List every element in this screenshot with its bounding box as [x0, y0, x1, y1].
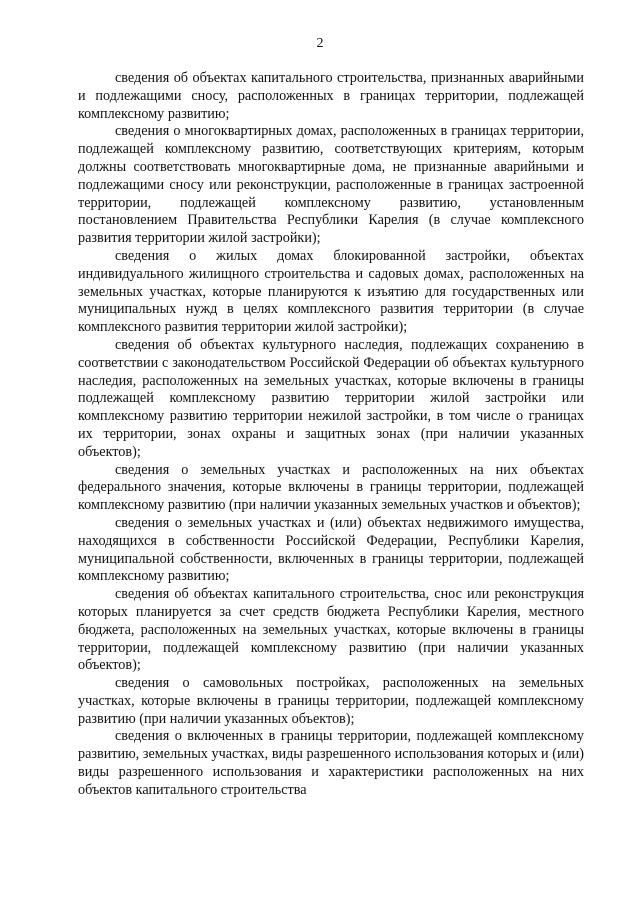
paragraph: сведения об объектах капитального строительства, снос или реконструкция которых планируется за счет средств бюджета Республики Карелия, местного бюджета, расположенных на земельных участках, которые включены в границы территории, подлежащей комплексному развитию (при наличии указанных объектов);: [78, 586, 584, 674]
paragraph: сведения об объектах капитального строительства, признанных аварийными и подлежащими сносу, расположенных в границах территории, подлежащей комплексному развитию;: [78, 70, 584, 122]
paragraph: сведения о включенных в границы территории, подлежащей комплексному развитию, земельных участках, виды разрешенного использования которых и (или) виды разрешенного использования и характеристики расположенных на них объектов капитального строительства: [78, 728, 584, 798]
document-body: [78, 70, 584, 800]
paragraph: сведения об объектах культурного наследия, подлежащих сохранению в соответствии с законодательством Российской Федерации об объектах культурного наследия, расположенных на земельных участках, которые включены в границы подлежащей комплексному развитию территории жилой застройки или комплексному развитию территории нежилой застройки, в том числе о границах их территории, зонах охраны и защитных зонах (при наличии указанных объектов);: [78, 336, 584, 460]
paragraph: сведения о многоквартирных домах, расположенных в границах территории, подлежащей комплексному развитию, соответствующих критериям, которым должны соответствовать многоквартирные дома, не признанные аварийными и подлежащими сносу или реконструкции, расположенные в границах застроенной территории, подлежащей комплексному развитию, установленным постановлением Правительства Республики Карелия (в случае комплексного развития территории жилой застройки);: [78, 123, 584, 247]
page-number: 2: [316, 36, 324, 51]
paragraph: сведения о самовольных постройках, расположенных на земельных участках, которые включены в границы территории, подлежащей комплексному развитию (при наличии указанных объектов);: [78, 675, 584, 727]
paragraph: сведения о земельных участках и (или) объектах недвижимого имущества, находящихся в собственности Российской Федерации, Республики Карелия, муниципальной собственности, включенных в границы территории, подлежащей комплексному развитию;: [78, 514, 584, 585]
paragraph: сведения о земельных участках и расположенных на них объектах федерального значения, которые включены в границы территории, подлежащей комплексному развитию (при наличии указанных земельных участков и объектов);: [78, 461, 584, 514]
paragraph: сведения о жилых домах блокированной застройки, объектах индивидуального жилищного строительства и садовых домах, расположенных на земельных участках, которые планируются к изъятию для государственных или муниципальных нужд в целях комплексного развития территории (в случае комплексного развития территории жилой застройки);: [78, 247, 584, 336]
